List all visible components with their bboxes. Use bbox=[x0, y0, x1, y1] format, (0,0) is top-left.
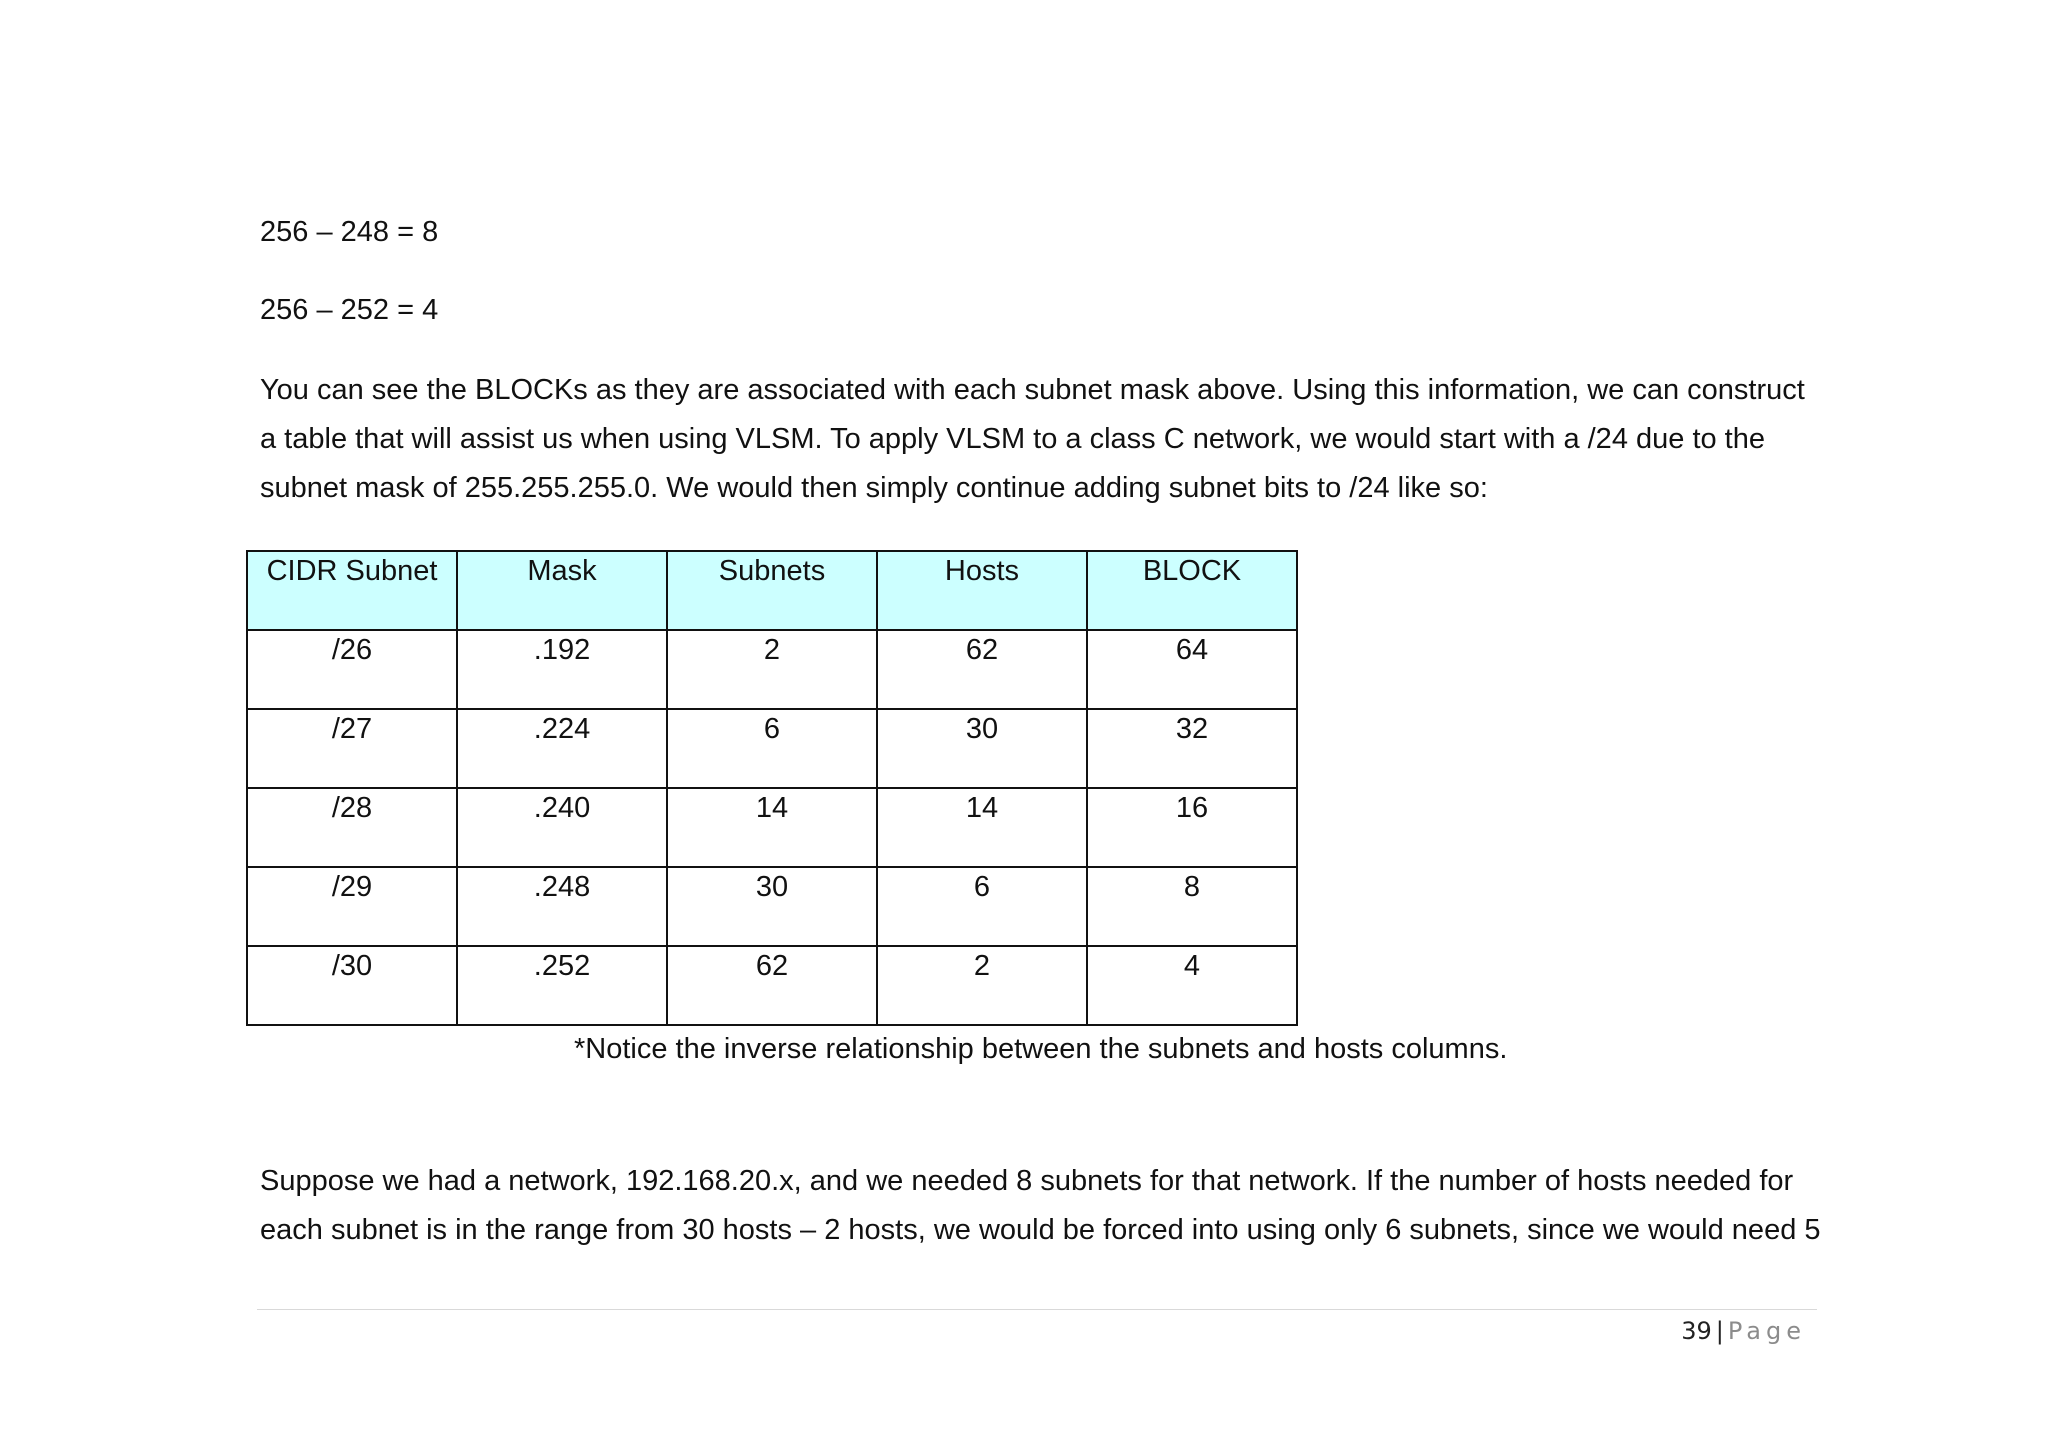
column-header-mask: Mask bbox=[457, 551, 667, 630]
table-cell: 14 bbox=[877, 788, 1087, 867]
table-cell: /30 bbox=[247, 946, 457, 1025]
paragraph-line: a table that will assist us when using VLSM. To apply VLSM to a class C network, we would start with a /24 due to the bbox=[260, 423, 1765, 455]
column-header-cidr: CIDR Subnet bbox=[247, 551, 457, 630]
table-row bbox=[247, 630, 1297, 709]
equation-line-1: 256 – 248 = 8 bbox=[260, 216, 439, 248]
paragraph-example bbox=[260, 1157, 1821, 1255]
table-cell: 2 bbox=[667, 630, 877, 709]
paragraph-line: subnet mask of 255.255.255.0. We would then simply continue adding subnet bits to /24 like so: bbox=[260, 472, 1488, 504]
table-row bbox=[247, 788, 1297, 867]
table-cell: /28 bbox=[247, 788, 457, 867]
table-cell: 64 bbox=[1087, 630, 1297, 709]
table-row bbox=[247, 709, 1297, 788]
table-cell: 62 bbox=[877, 630, 1087, 709]
table-cell: 8 bbox=[1087, 867, 1297, 946]
column-header-subnets: Subnets bbox=[667, 551, 877, 630]
table-row bbox=[247, 867, 1297, 946]
paragraph-line: You can see the BLOCKs as they are associated with each subnet mask above. Using this information, we can construct bbox=[260, 374, 1805, 406]
table-cell: 2 bbox=[877, 946, 1087, 1025]
table-cell: 6 bbox=[667, 709, 877, 788]
vlsm-table bbox=[246, 550, 1298, 1026]
equation-line-2: 256 – 252 = 4 bbox=[260, 294, 439, 326]
column-header-block: BLOCK bbox=[1087, 551, 1297, 630]
table-cell: .252 bbox=[457, 946, 667, 1025]
table-cell: .192 bbox=[457, 630, 667, 709]
table-cell: 30 bbox=[667, 867, 877, 946]
column-header-hosts: Hosts bbox=[877, 551, 1087, 630]
table-cell: /26 bbox=[247, 630, 457, 709]
table-cell: 62 bbox=[667, 946, 877, 1025]
table-cell: 32 bbox=[1087, 709, 1297, 788]
page-number: 39 bbox=[1681, 1317, 1712, 1345]
table-cell: .248 bbox=[457, 867, 667, 946]
paragraph-line: Suppose we had a network, 192.168.20.x, and we needed 8 subnets for that network. If the number of hosts needed for bbox=[260, 1165, 1794, 1197]
page-footer bbox=[1681, 1315, 1806, 1347]
table-row bbox=[247, 946, 1297, 1025]
footer-separator: | bbox=[1715, 1317, 1724, 1345]
table-note: *Notice the inverse relationship between the subnets and hosts columns. bbox=[574, 1033, 1508, 1065]
table-cell: 14 bbox=[667, 788, 877, 867]
table-cell: .224 bbox=[457, 709, 667, 788]
table-cell: 30 bbox=[877, 709, 1087, 788]
table-cell: /27 bbox=[247, 709, 457, 788]
table-cell: 4 bbox=[1087, 946, 1297, 1025]
table-cell: .240 bbox=[457, 788, 667, 867]
table-cell: 16 bbox=[1087, 788, 1297, 867]
table-header-row bbox=[247, 551, 1297, 630]
table-cell: /29 bbox=[247, 867, 457, 946]
footer-divider bbox=[257, 1309, 1817, 1310]
paragraph-line: each subnet is in the range from 30 hosts – 2 hosts, we would be forced into using only 6 subnets, since we would need 5 bbox=[260, 1214, 1821, 1246]
page-label: Page bbox=[1727, 1317, 1806, 1345]
table-cell: 6 bbox=[877, 867, 1087, 946]
paragraph-intro bbox=[260, 366, 1805, 513]
